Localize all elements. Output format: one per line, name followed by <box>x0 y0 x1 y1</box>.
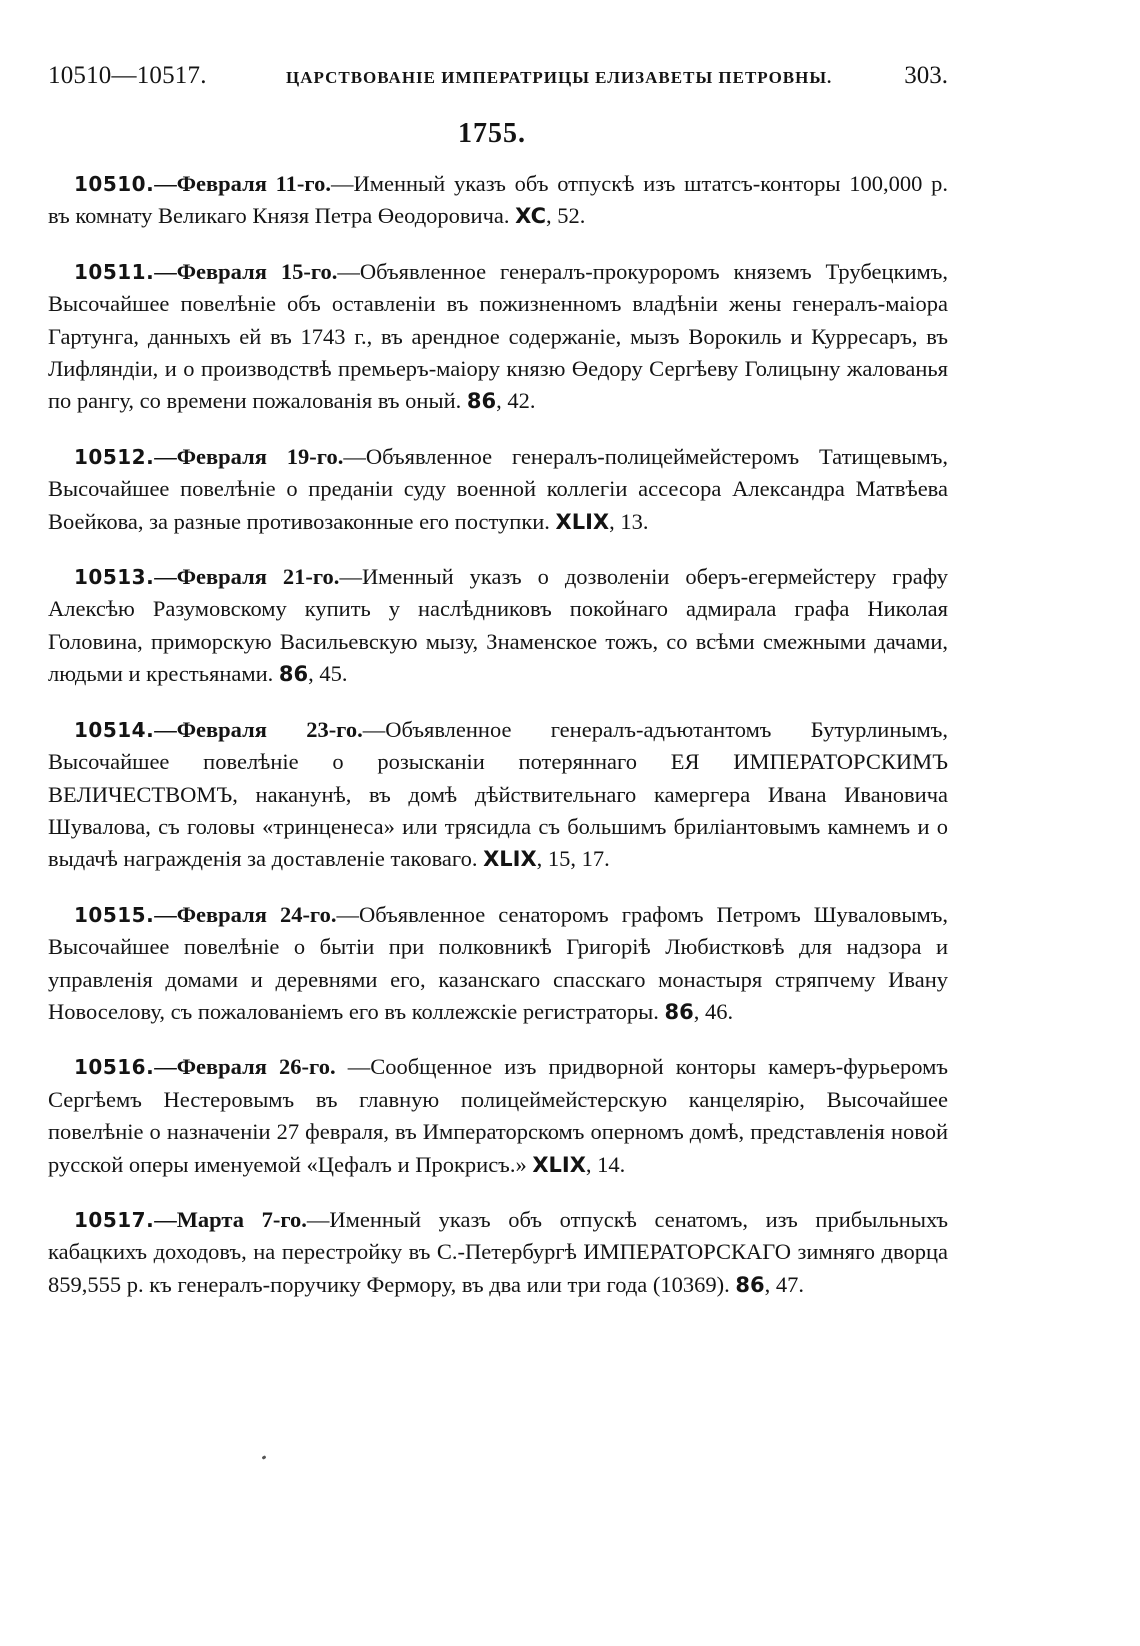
page-ref: , 15, 17. <box>536 846 610 872</box>
entry-10515 <box>48 899 948 1029</box>
entry-text: —Объявленное генералъ-прокуроромъ княземъ Трубецкимъ, Высочайшее повелѣніе объ оставленіи въ пожизненномъ владѣніи жены генералъ-маіора Гартунга, данныхъ ей въ 1743 г., въ арендное содержаніе, мызъ Ворокиль и Курресаръ, въ Лифляндіи, и о производствѣ премьеръ-маіору князю Өедору Сергѣеву Голицыну жалованья по рангу, со времени пожалованія въ оный. <box>48 258 948 414</box>
year-heading: 1755. <box>458 118 526 149</box>
volume-ref: XLIX <box>483 847 537 872</box>
running-title: ЦАРСТВОВАНІЕ ИМПЕРАТРИЦЫ ЕЛИЗАВЕТЫ ПЕТРОВНЫ. <box>286 68 833 87</box>
entry-10513 <box>48 561 948 691</box>
ink-speck <box>262 1455 267 1460</box>
entry-number: 10512. <box>74 444 155 469</box>
volume-ref: 86 <box>664 999 694 1024</box>
page-ref: , 52. <box>546 203 586 229</box>
entry-date: —Февраля 26-го. <box>154 1054 336 1080</box>
entry-number: 10515. <box>74 902 155 927</box>
entry-text: —Объявленное генералъ-полицеймейстеромъ Татищевымъ, Высочайшее повелѣніе о преданіи суду военной коллегіи ассесора Александра Матвѣева Воейкова, за разные противозаконные его поступки. <box>48 443 948 534</box>
entry-date: —Февраля 11-го. <box>154 171 331 196</box>
running-head <box>48 62 948 96</box>
entry-text: —Именный указъ объ отпускѣ изъ штатсъ-конторы 100,000 р. въ комнату Великаго Князя Петра Өеодоровича. <box>48 171 948 229</box>
entry-10517 <box>48 1204 948 1301</box>
entry-text: —Именный указъ о дозволеніи оберъ-егермейстеру графу Алексѣю Разумовскому купить у наслѣдниковъ покойнаго адмирала графа Николая Головина, приморскую Васильевскую мызу, Знаменское тожъ, со всѣми смежными дачами, людьми и крестьянами. <box>48 564 948 687</box>
entry-text: —Объявленное сенаторомъ графомъ Петромъ Шуваловымъ, Высочайшее повелѣніе о бытіи при полковникѣ Григоріѣ Любистковѣ для надзора и управленія домами и деревнями его, казанскаго спасскаго монастыря стряпчему Ивану Новоселову, съ пожалованіемъ его въ коллежскіе регистраторы. <box>48 901 948 1024</box>
page-ref: , 13. <box>609 508 649 534</box>
entry-text: —Именный указъ объ отпускѣ сенатомъ, изъ прибыльныхъ кабацкихъ доходовъ, на перестройку въ С.-Петербургѣ ИМПЕРАТОРСКАГО зимняго дворца 859,555 р. къ генералъ-поручику Фермору, въ два или три года (10369). <box>48 1206 948 1297</box>
entry-number: 10517. <box>74 1207 155 1232</box>
page-ref: , 42. <box>496 388 536 414</box>
volume-ref: 86 <box>466 389 497 414</box>
entry-text: —Объявленное генералъ-адъютантомъ Бутурлинымъ, Высочайшее повелѣніе о розысканіи потеряннаго ЕЯ ИМПЕРАТОРСКИМЪ ВЕЛИЧЕСТВОМЪ, наканунѣ, въ домѣ дѣйствительнаго камергера Ивана Ивановича Шувалова, съ головы «тринценеса» или трясидла съ большимъ бриліантовымъ камнемъ и о выдачѣ награжденія за доставленіе таковаго. <box>48 716 948 872</box>
entry-10516 <box>48 1051 948 1181</box>
volume-ref: XLIX <box>532 1152 586 1177</box>
page-ref: , 45. <box>308 661 348 687</box>
entry-date: —Февраля 19-го. <box>154 443 344 469</box>
entry-number: 10513. <box>74 565 155 590</box>
page-number: 303. <box>904 62 948 89</box>
entry-date: —Февраля 21-го. <box>154 564 340 590</box>
entry-10510 <box>48 168 948 233</box>
entry-10512 <box>48 441 948 538</box>
page-ref: , 14. <box>585 1151 626 1177</box>
entry-text: —Сообщенное изъ придворной конторы камеръ-фурьеромъ Сергѣемъ Нестеровымъ въ главную полицеймейстерскую канцелярію, Высочайшее повелѣніе о назначеніи 27 февраля, въ Императорскомъ оперномъ домѣ, представленія новой русской оперы именуемой «Цефалъ и Прокрисъ.» <box>48 1054 948 1177</box>
volume-ref: XLIX <box>555 509 610 534</box>
entry-range: 10510—10517. <box>48 62 207 89</box>
entry-number: 10514. <box>74 717 155 742</box>
entry-date: —Февраля 23-го. <box>154 716 363 742</box>
entry-date: —Февраля 24-го. <box>154 901 337 927</box>
page-ref: , 47. <box>764 1271 804 1297</box>
page-ref: , 46. <box>693 998 734 1024</box>
entry-date: —Февраля 15-го. <box>154 258 338 284</box>
entries-list <box>48 168 948 1324</box>
volume-ref: XC <box>515 204 546 229</box>
entry-10514 <box>48 714 948 876</box>
entry-date: —Марта 7-го. <box>154 1206 307 1232</box>
entry-10511 <box>48 256 948 418</box>
entry-number: 10510. <box>74 172 155 196</box>
volume-ref: 86 <box>735 1272 765 1297</box>
entry-number: 10511. <box>74 259 155 284</box>
entry-number: 10516. <box>74 1055 155 1080</box>
volume-ref: 86 <box>278 662 309 687</box>
